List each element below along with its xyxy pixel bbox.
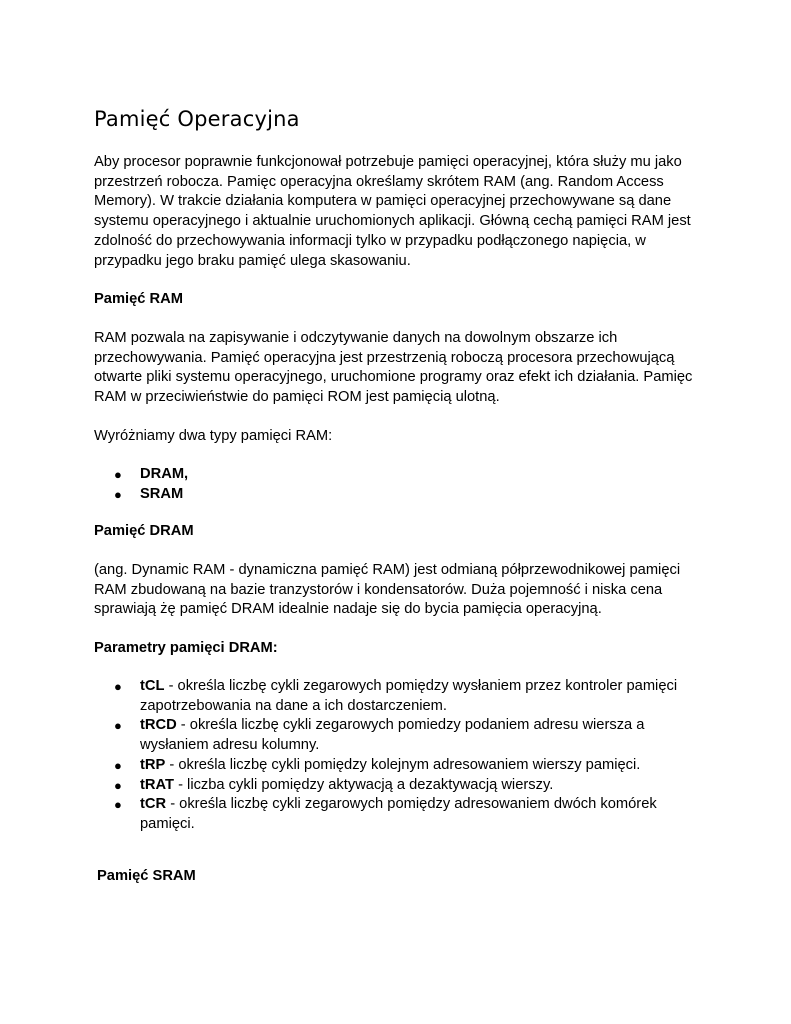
bullet-icon: ●: [114, 797, 122, 813]
list-item: [94, 795, 694, 834]
list-item-label: SRAM: [140, 485, 184, 502]
bullet-icon: ●: [114, 777, 122, 793]
ram-types-intro: Wyróżniamy dwa typy pamięci RAM:: [94, 428, 333, 444]
list-item: [94, 716, 694, 755]
dram-params-list: [94, 677, 694, 835]
bullet-icon: ●: [114, 467, 122, 482]
list-item: [94, 756, 694, 776]
bullet-icon: ●: [114, 757, 122, 773]
bullet-icon: ●: [114, 486, 122, 502]
section-heading-ram: Pamięć RAM: [94, 291, 183, 307]
section-heading-dram: Pamięć DRAM: [94, 523, 194, 539]
bullet-icon: ●: [114, 718, 122, 734]
ram-types-list: [94, 465, 694, 504]
dram-paragraph: (ang. Dynamic RAM - dynamiczna pamięć RAM) jest odmianą półprzewodnikowej pamięci RAM zbudowaną na bazie tranzystorów i kondensatorów. Duża pojemność i niska cena sprawiają żę pamięć DRAM idealnie nadaje się do bycia pamięcia operacyjną.: [94, 562, 681, 618]
list-item-label: DRAM,: [140, 466, 189, 482]
param-description: - liczba cykli pomiędzy aktywacją a dezaktywacją wierszy.: [174, 776, 554, 793]
ram-paragraph: RAM pozwala na zapisywanie i odczytywanie danych na dowolnym obszarze ich przechowywania. Pamięć operacyjna jest przestrzenią roboczą procesora przechowującą otwarte pliki systemu operacyjnego, uruchomione programy oraz efekt ich działania. Pamięc RAM w przeciwieństwie do pamięci ROM jest pamięcią ulotną.: [94, 330, 693, 406]
intro-paragraph: Aby procesor poprawnie funkcjonował potrzebuje pamięci operacyjnej, która służy mu jako przestrzeń robocza. Pamięc operacyjna określamy skrótem RAM (ang. Random Access Memory). W trakcie działania komputera w pamięci operacyjnej przechowywane są dane systemu operacyjnego i aktualnie uruchomionych aplikacji. Główną cechą pamięci RAM jest zdolność do przechowywania informacji tylko w przypadku podłączonego napięcia, w przypadku jego braku pamięć ulega skasowaniu.: [94, 154, 691, 269]
param-term: tRAT: [140, 776, 174, 793]
dram-params-heading: Parametry pamięci DRAM:: [94, 640, 278, 656]
param-description: - określa liczbę cykli zegarowych pomiedzy podaniem adresu wiersza a wysłaniem adresu kolumny.: [140, 717, 645, 754]
param-description: - określa liczbę cykli zegarowych pomiędzy adresowaniem dwóch komórek pamięci.: [140, 796, 657, 832]
list-item: [94, 465, 694, 485]
param-term: tCR: [140, 796, 167, 813]
param-term: tRP: [140, 756, 166, 773]
param-description: - określa liczbę cykli zegarowych pomiędzy wysłaniem przez kontroler pamięci zapotrzebowania na dane a ich dostarczeniem.: [140, 678, 678, 714]
section-heading-sram: Pamięć SRAM: [97, 868, 196, 884]
param-term: tCL: [140, 678, 165, 694]
list-item: [94, 677, 694, 716]
list-item: [94, 776, 694, 796]
page-title: Pamięć Operacyjna: [94, 107, 300, 131]
param-description: - określa liczbę cykli pomiędzy kolejnym adresowaniem wierszy pamięci.: [165, 756, 641, 773]
param-term: tRCD: [140, 717, 177, 734]
list-item: [94, 485, 694, 505]
bullet-icon: ●: [114, 679, 122, 694]
